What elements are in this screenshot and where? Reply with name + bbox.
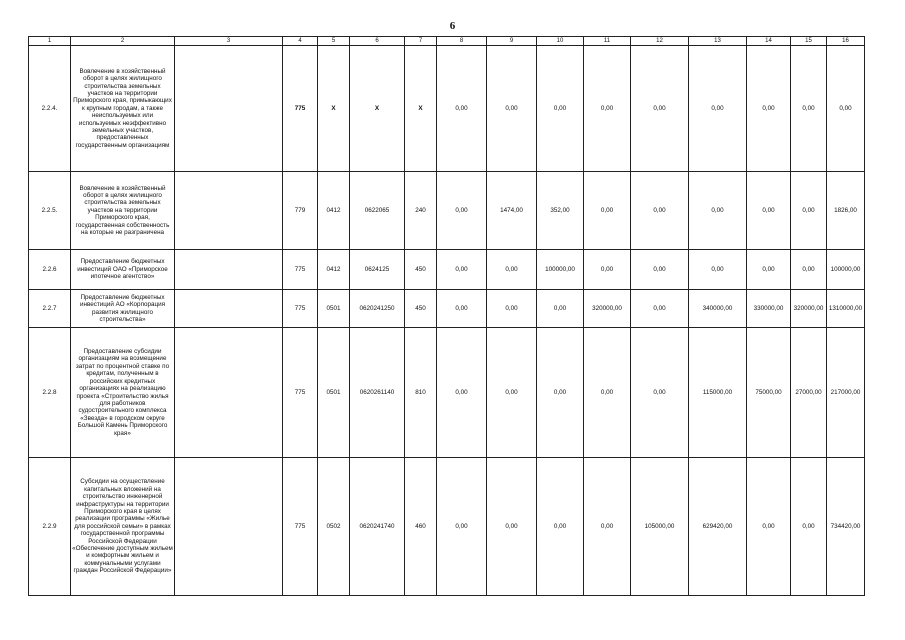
table-row	[29, 250, 865, 290]
cell-c11: 0,00	[584, 328, 631, 458]
column-header-8: 8	[437, 37, 487, 46]
cell-c11: 320000,00	[584, 290, 631, 328]
row-name: Предоставление бюджетных инвестиций ОАО «Приморское ипотечное агентство»	[71, 250, 175, 290]
column-header-16: 16	[827, 37, 865, 46]
cell-c15: 0,00	[791, 458, 827, 596]
table-row	[29, 46, 865, 172]
cell-c12: 0,00	[631, 46, 689, 172]
cell-c12: 105000,00	[631, 458, 689, 596]
table-row	[29, 290, 865, 328]
column-header-14: 14	[747, 37, 791, 46]
column-header-1: 1	[29, 37, 71, 46]
column-header-11: 11	[584, 37, 631, 46]
cell-c13: 629420,00	[689, 458, 747, 596]
row-name: Предоставление бюджетных инвестиций АО «Корпорация развития жилищного строительства»	[71, 290, 175, 328]
cell-c10: 100000,00	[537, 250, 584, 290]
cell-c10: 0,00	[537, 328, 584, 458]
cell-c5: 0502	[318, 458, 350, 596]
cell-c13: 0,00	[689, 250, 747, 290]
cell-c13: 0,00	[689, 172, 747, 250]
cell-c14: 0,00	[747, 46, 791, 172]
cell-c13: 0,00	[689, 46, 747, 172]
row-code: 2.2.6	[29, 250, 71, 290]
cell-c16: 0,00	[827, 46, 865, 172]
cell-c15: 27000,00	[791, 328, 827, 458]
column-header-row	[29, 37, 865, 46]
cell-c15: 0,00	[791, 46, 827, 172]
cell-c4: 775	[283, 250, 318, 290]
cell-c9: 0,00	[487, 46, 537, 172]
column-header-9: 9	[487, 37, 537, 46]
cell-c10: 0,00	[537, 46, 584, 172]
cell-c8: 0,00	[437, 458, 487, 596]
cell-c8: 0,00	[437, 250, 487, 290]
cell-c5: 0501	[318, 290, 350, 328]
cell-c16: 734420,00	[827, 458, 865, 596]
cell-c4: 775	[283, 328, 318, 458]
table-row	[29, 172, 865, 250]
column-header-7: 7	[405, 37, 437, 46]
cell-c3	[175, 172, 283, 250]
cell-c14: 75000,00	[747, 328, 791, 458]
cell-c12: 0,00	[631, 250, 689, 290]
cell-c14: 0,00	[747, 250, 791, 290]
column-header-12: 12	[631, 37, 689, 46]
cell-c16: 1310000,00	[827, 290, 865, 328]
cell-c3	[175, 46, 283, 172]
column-header-15: 15	[791, 37, 827, 46]
cell-c4: 775	[283, 46, 318, 172]
cell-c9: 1474,00	[487, 172, 537, 250]
cell-c4: 775	[283, 290, 318, 328]
cell-c6: 0622065	[350, 172, 405, 250]
cell-c6: X	[350, 46, 405, 172]
page-number: 6	[449, 20, 456, 32]
cell-c13: 340000,00	[689, 290, 747, 328]
cell-c3	[175, 250, 283, 290]
cell-c3	[175, 458, 283, 596]
cell-c7: X	[405, 46, 437, 172]
column-header-2: 2	[71, 37, 175, 46]
cell-c15: 320000,00	[791, 290, 827, 328]
cell-c14: 0,00	[747, 172, 791, 250]
cell-c5: 0501	[318, 328, 350, 458]
row-code: 2.2.9	[29, 458, 71, 596]
cell-c9: 0,00	[487, 458, 537, 596]
cell-c6: 0620241250	[350, 290, 405, 328]
table-row	[29, 328, 865, 458]
cell-c11: 0,00	[584, 458, 631, 596]
cell-c12: 0,00	[631, 328, 689, 458]
cell-c3	[175, 290, 283, 328]
cell-c5: 0412	[318, 172, 350, 250]
row-code: 2.2.8	[29, 328, 71, 458]
budget-table	[28, 36, 865, 596]
cell-c7: 240	[405, 172, 437, 250]
cell-c8: 0,00	[437, 328, 487, 458]
row-name: Вовлечение в хозяйственный оборот в целях жилищного строительства земельных участков на территории Приморского края, примыкающих к крупным городам, а также неиспользуемых или используемых неэффективно земельных участков, предоставленных государственным организациям	[71, 46, 175, 172]
cell-c8: 0,00	[437, 290, 487, 328]
row-name: Предоставление субсидии организациям на возмещение затрат по процентной ставке по кредитам, полученным в российских кредитных организациях на реализацию проекта «Строительство жилья для работников судостроительного комплекса «Звезда» в городском округе Большой Камень Приморского края»	[71, 328, 175, 458]
cell-c6: 0620241740	[350, 458, 405, 596]
cell-c4: 775	[283, 458, 318, 596]
cell-c7: 450	[405, 250, 437, 290]
cell-c15: 0,00	[791, 250, 827, 290]
column-header-6: 6	[350, 37, 405, 46]
cell-c11: 0,00	[584, 172, 631, 250]
column-header-5: 5	[318, 37, 350, 46]
table-row	[29, 458, 865, 596]
cell-c16: 1826,00	[827, 172, 865, 250]
cell-c6: 0620261140	[350, 328, 405, 458]
cell-c7: 810	[405, 328, 437, 458]
cell-c9: 0,00	[487, 250, 537, 290]
cell-c12: 0,00	[631, 172, 689, 250]
column-header-3: 3	[175, 37, 283, 46]
cell-c7: 460	[405, 458, 437, 596]
row-code: 2.2.4.	[29, 46, 71, 172]
cell-c8: 0,00	[437, 172, 487, 250]
cell-c3	[175, 328, 283, 458]
cell-c9: 0,00	[487, 328, 537, 458]
cell-c10: 352,00	[537, 172, 584, 250]
cell-c15: 0,00	[791, 172, 827, 250]
cell-c10: 0,00	[537, 458, 584, 596]
row-name: Субсидии на осуществление капитальных вложений на строительство инженерной инфраструктуры на территории Приморского края в целях реализации программы «Жилье для российской семьи» в рамках государственной программы Российской Федерации «Обеспечение доступным жильем и комфортным жильем и коммунальными услугами граждан Российской Федерации»	[71, 458, 175, 596]
cell-c11: 0,00	[584, 46, 631, 172]
cell-c10: 0,00	[537, 290, 584, 328]
cell-c6: 0624125	[350, 250, 405, 290]
cell-c4: 779	[283, 172, 318, 250]
column-header-10: 10	[537, 37, 584, 46]
cell-c14: 330000,00	[747, 290, 791, 328]
cell-c9: 0,00	[487, 290, 537, 328]
column-header-4: 4	[283, 37, 318, 46]
cell-c11: 0,00	[584, 250, 631, 290]
cell-c16: 217000,00	[827, 328, 865, 458]
cell-c5: X	[318, 46, 350, 172]
cell-c12: 0,00	[631, 290, 689, 328]
row-code: 2.2.7	[29, 290, 71, 328]
cell-c13: 115000,00	[689, 328, 747, 458]
row-code: 2.2.5.	[29, 172, 71, 250]
cell-c7: 450	[405, 290, 437, 328]
row-name: Вовлечение в хозяйственный оборот в целях жилищного строительства земельных участков на территории Приморского края, государственная собственность на которые не разграничена	[71, 172, 175, 250]
cell-c5: 0412	[318, 250, 350, 290]
cell-c14: 0,00	[747, 458, 791, 596]
column-header-13: 13	[689, 37, 747, 46]
cell-c16: 100000,00	[827, 250, 865, 290]
cell-c8: 0,00	[437, 46, 487, 172]
